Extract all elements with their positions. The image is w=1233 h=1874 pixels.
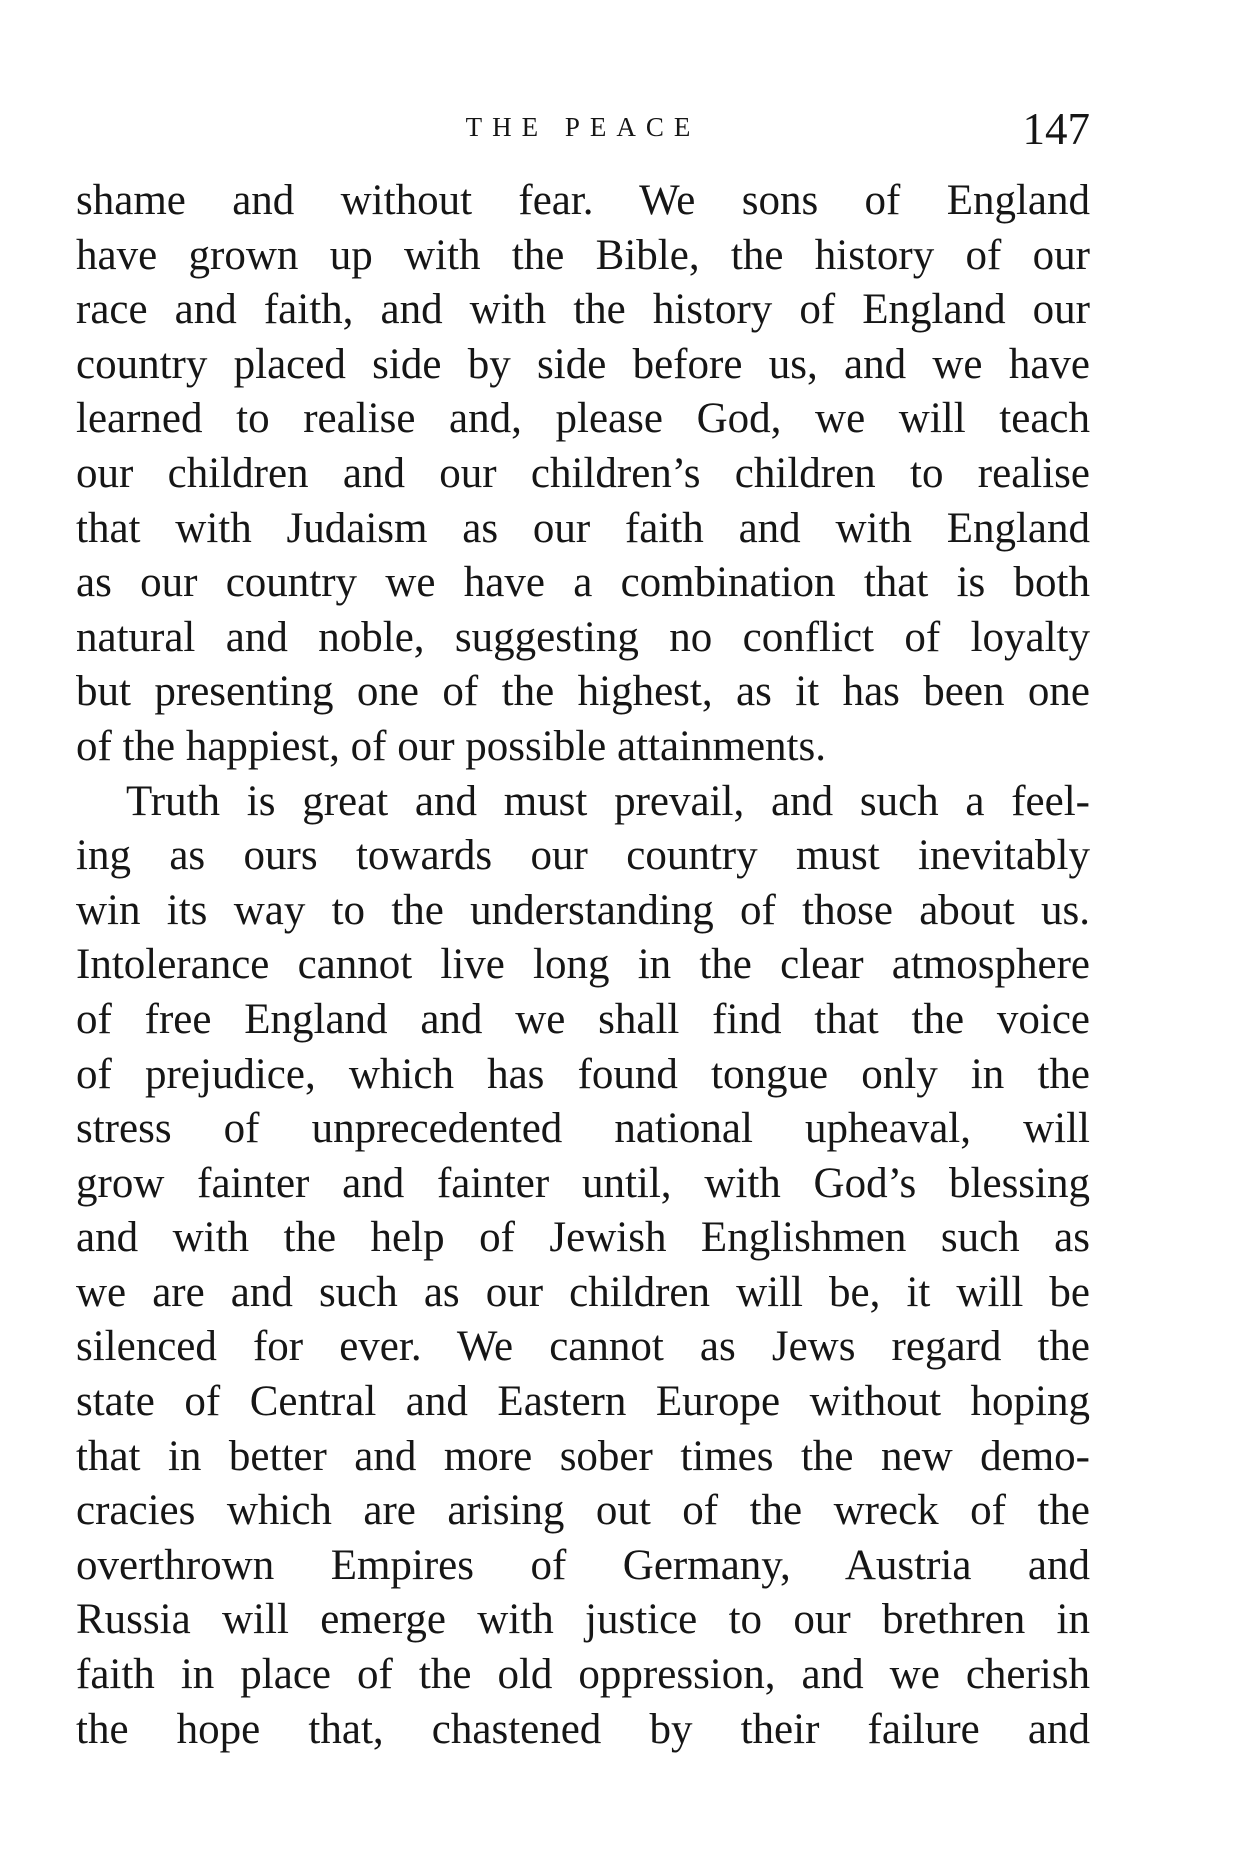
- text-line: win its way to the understanding of those about us.: [76, 886, 1090, 934]
- text-line: country placed side by side before us, and we have: [76, 340, 1090, 388]
- text-line-paragraph-end: of the happiest, of our possible attainments.: [76, 722, 826, 770]
- text-line: that with Judaism as our faith and with England: [76, 504, 1090, 552]
- text-line: our children and our children’s children to realise: [76, 449, 1090, 497]
- text-line: grow fainter and fainter until, with God’s blessing: [76, 1159, 1090, 1207]
- text-line: the hope that, chastened by their failure and: [76, 1705, 1090, 1753]
- text-line: cracies which are arising out of the wreck of the: [76, 1487, 1090, 1535]
- page-number: 147: [1022, 104, 1090, 154]
- text-line: ing as ours towards our country must inevitably: [76, 832, 1090, 880]
- text-line: but presenting one of the highest, as it has been one: [76, 668, 1090, 716]
- text-line: of free England and we shall find that the voice: [76, 995, 1090, 1043]
- text-line-paragraph-start: Truth is great and must prevail, and such a feel-: [126, 777, 1090, 825]
- text-line: state of Central and Eastern Europe without hoping: [76, 1378, 1090, 1426]
- text-line: stress of unprecedented national upheaval, will: [76, 1105, 1090, 1153]
- text-line: natural and noble, suggesting no conflict of loyalty: [76, 613, 1090, 661]
- text-line: learned to realise and, please God, we will teach: [76, 395, 1090, 443]
- text-line: Intolerance cannot live long in the clear atmosphere: [76, 941, 1090, 989]
- text-line: and with the help of Jewish Englishmen such as: [76, 1214, 1090, 1262]
- running-head: [76, 104, 1090, 164]
- text-line: of prejudice, which has found tongue only in the: [76, 1050, 1090, 1098]
- text-line: Russia will emerge with justice to our brethren in: [76, 1596, 1090, 1644]
- running-title: THE PEACE: [465, 112, 701, 142]
- text-line: have grown up with the Bible, the history of our: [76, 231, 1090, 279]
- text-line: we are and such as our children will be, it will be: [76, 1268, 1090, 1316]
- text-line: faith in place of the old oppression, and we cherish: [76, 1651, 1090, 1699]
- text-line: that in better and more sober times the new demo-: [76, 1432, 1090, 1480]
- text-line: silenced for ever. We cannot as Jews regard the: [76, 1323, 1090, 1371]
- text-line: race and faith, and with the history of England our: [76, 286, 1090, 334]
- text-line: as our country we have a combination that is both: [76, 559, 1090, 607]
- text-line: overthrown Empires of Germany, Austria and: [76, 1541, 1090, 1589]
- body-text: [76, 174, 1090, 1757]
- text-line: shame and without fear. We sons of England: [76, 177, 1090, 224]
